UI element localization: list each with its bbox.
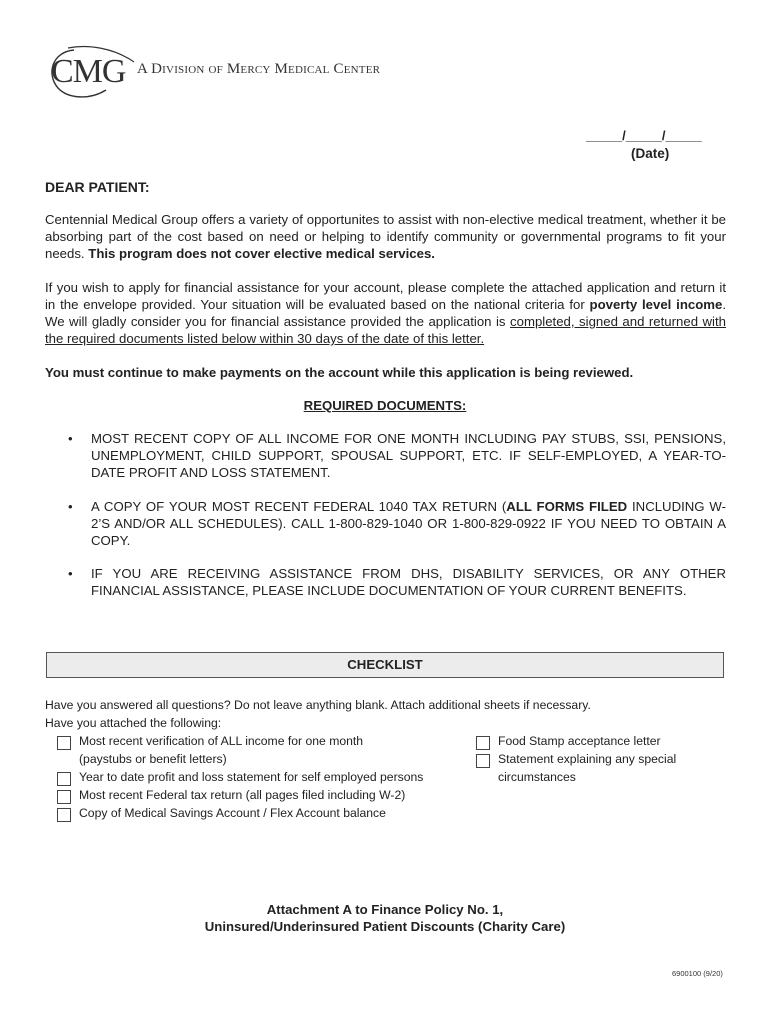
- required-item-text: MOST RECENT COPY OF ALL INCOME FOR ONE MONTH INCLUDING PAY STUBS, SSI, PENSIONS, UNEMPLOYMENT, CHILD SUPPORT, SPOUSAL SUPPORT, ETC. IF SELF-EMPLOYED, A YEAR-TO-DATE PROFIT AND LOSS STATEMENT.: [91, 431, 726, 480]
- checkbox-label: Most recent Federal tax return (all pages filed including W-2): [79, 788, 406, 802]
- checkbox-label: Food Stamp acceptance letter: [498, 734, 661, 748]
- required-item-assistance: [68, 565, 726, 599]
- required-item-text: IF YOU ARE RECEIVING ASSISTANCE FROM DHS, DISABILITY SERVICES, OR ANY OTHER FINANCIAL ASSISTANCE, PLEASE INCLUDE DOCUMENTATION OF YOUR CURRENT BENEFITS.: [91, 566, 726, 598]
- required-item-tax-return: [68, 498, 726, 549]
- checkbox-profit-loss[interactable]: [57, 772, 71, 786]
- division-text: A Division of Mercy Medical Center: [137, 61, 381, 77]
- required-item-text: [91, 498, 726, 549]
- paragraph-intro: [45, 211, 726, 262]
- date-blank: _____/_____/_____: [586, 128, 702, 143]
- attachment-title: Attachment A to Finance Policy No. 1,: [266, 902, 504, 917]
- bullet-icon: •: [68, 566, 73, 581]
- paragraph-apply-part1: If you wish to apply for financial assistance for your account, please complete the attached application and return it in the envelope provided. Your situation will be evaluated based on the national criteria for: [45, 280, 726, 312]
- checkbox-income-verification[interactable]: [57, 736, 71, 750]
- form-code: 6900100 (9/20): [672, 969, 723, 978]
- paragraph-apply-bold: poverty level income: [589, 297, 723, 312]
- checklist-question-1: Have you answered all questions? Do not leave anything blank. Attach additional sheets if necessary.: [45, 698, 591, 712]
- checklist-header: CHECKLIST: [46, 652, 724, 678]
- bullet-icon: •: [68, 499, 73, 514]
- date-label: (Date): [631, 146, 670, 161]
- required-item-text-part: A COPY OF YOUR MOST RECENT FEDERAL 1040 TAX RETURN (: [91, 499, 507, 514]
- required-item-text-part: INCLUDING W-2’S AND/OR ALL SCHEDULES). CALL 1-800-829-1040 OR 1-800-829-0922 IF YOU NEED TO OBTAIN A COPY.: [91, 499, 727, 548]
- checkbox-label: Year to date profit and loss statement for self employed persons: [79, 770, 424, 784]
- checkbox-tax-return[interactable]: [57, 790, 71, 804]
- bullet-icon: •: [68, 431, 73, 446]
- checkbox-food-stamp[interactable]: [476, 736, 490, 750]
- payment-notice: You must continue to make payments on the account while this application is being reviewed.: [45, 365, 634, 380]
- checkbox-label: Copy of Medical Savings Account / Flex Account balance: [79, 806, 386, 820]
- cmg-logo: [44, 42, 144, 102]
- paragraph-apply-part2: . We will gladly consider you for financial assistance provided the application is: [45, 297, 727, 329]
- required-item-income: [68, 430, 726, 481]
- checkbox-label: Statement explaining any special: [498, 752, 677, 766]
- paragraph-apply-underlined: completed, signed and returned with the required documents listed below within 30 days of the date of this letter.: [45, 314, 726, 346]
- logo-text: CMG: [51, 53, 126, 90]
- required-documents-title: REQUIRED DOCUMENTS:: [303, 398, 467, 413]
- checkbox-label-continued: (paystubs or benefit letters): [79, 752, 227, 766]
- checkbox-label: Most recent verification of ALL income for one month: [79, 734, 364, 748]
- checkbox-special-circumstances[interactable]: [476, 754, 490, 768]
- checkbox-label-continued: circumstances: [498, 770, 576, 784]
- paragraph-apply: [45, 279, 726, 347]
- checklist-question-2: Have you attached the following:: [45, 716, 222, 730]
- paragraph-intro-text: Centennial Medical Group offers a variety of opportunites to assist with non-elective medical treatment, whether it be absorbing part of the cost based on need or helping to identify community or governmental programs to fit your needs.: [45, 212, 726, 261]
- attachment-subtitle: Uninsured/Underinsured Patient Discounts (Charity Care): [204, 919, 566, 934]
- paragraph-intro-bold: This program does not cover elective medical services.: [88, 246, 435, 261]
- required-item-text-bold: ALL FORMS FILED: [506, 499, 628, 514]
- greeting: DEAR PATIENT:: [45, 179, 150, 195]
- checkbox-medical-savings[interactable]: [57, 808, 71, 822]
- cmg-logo-mark: [44, 44, 144, 100]
